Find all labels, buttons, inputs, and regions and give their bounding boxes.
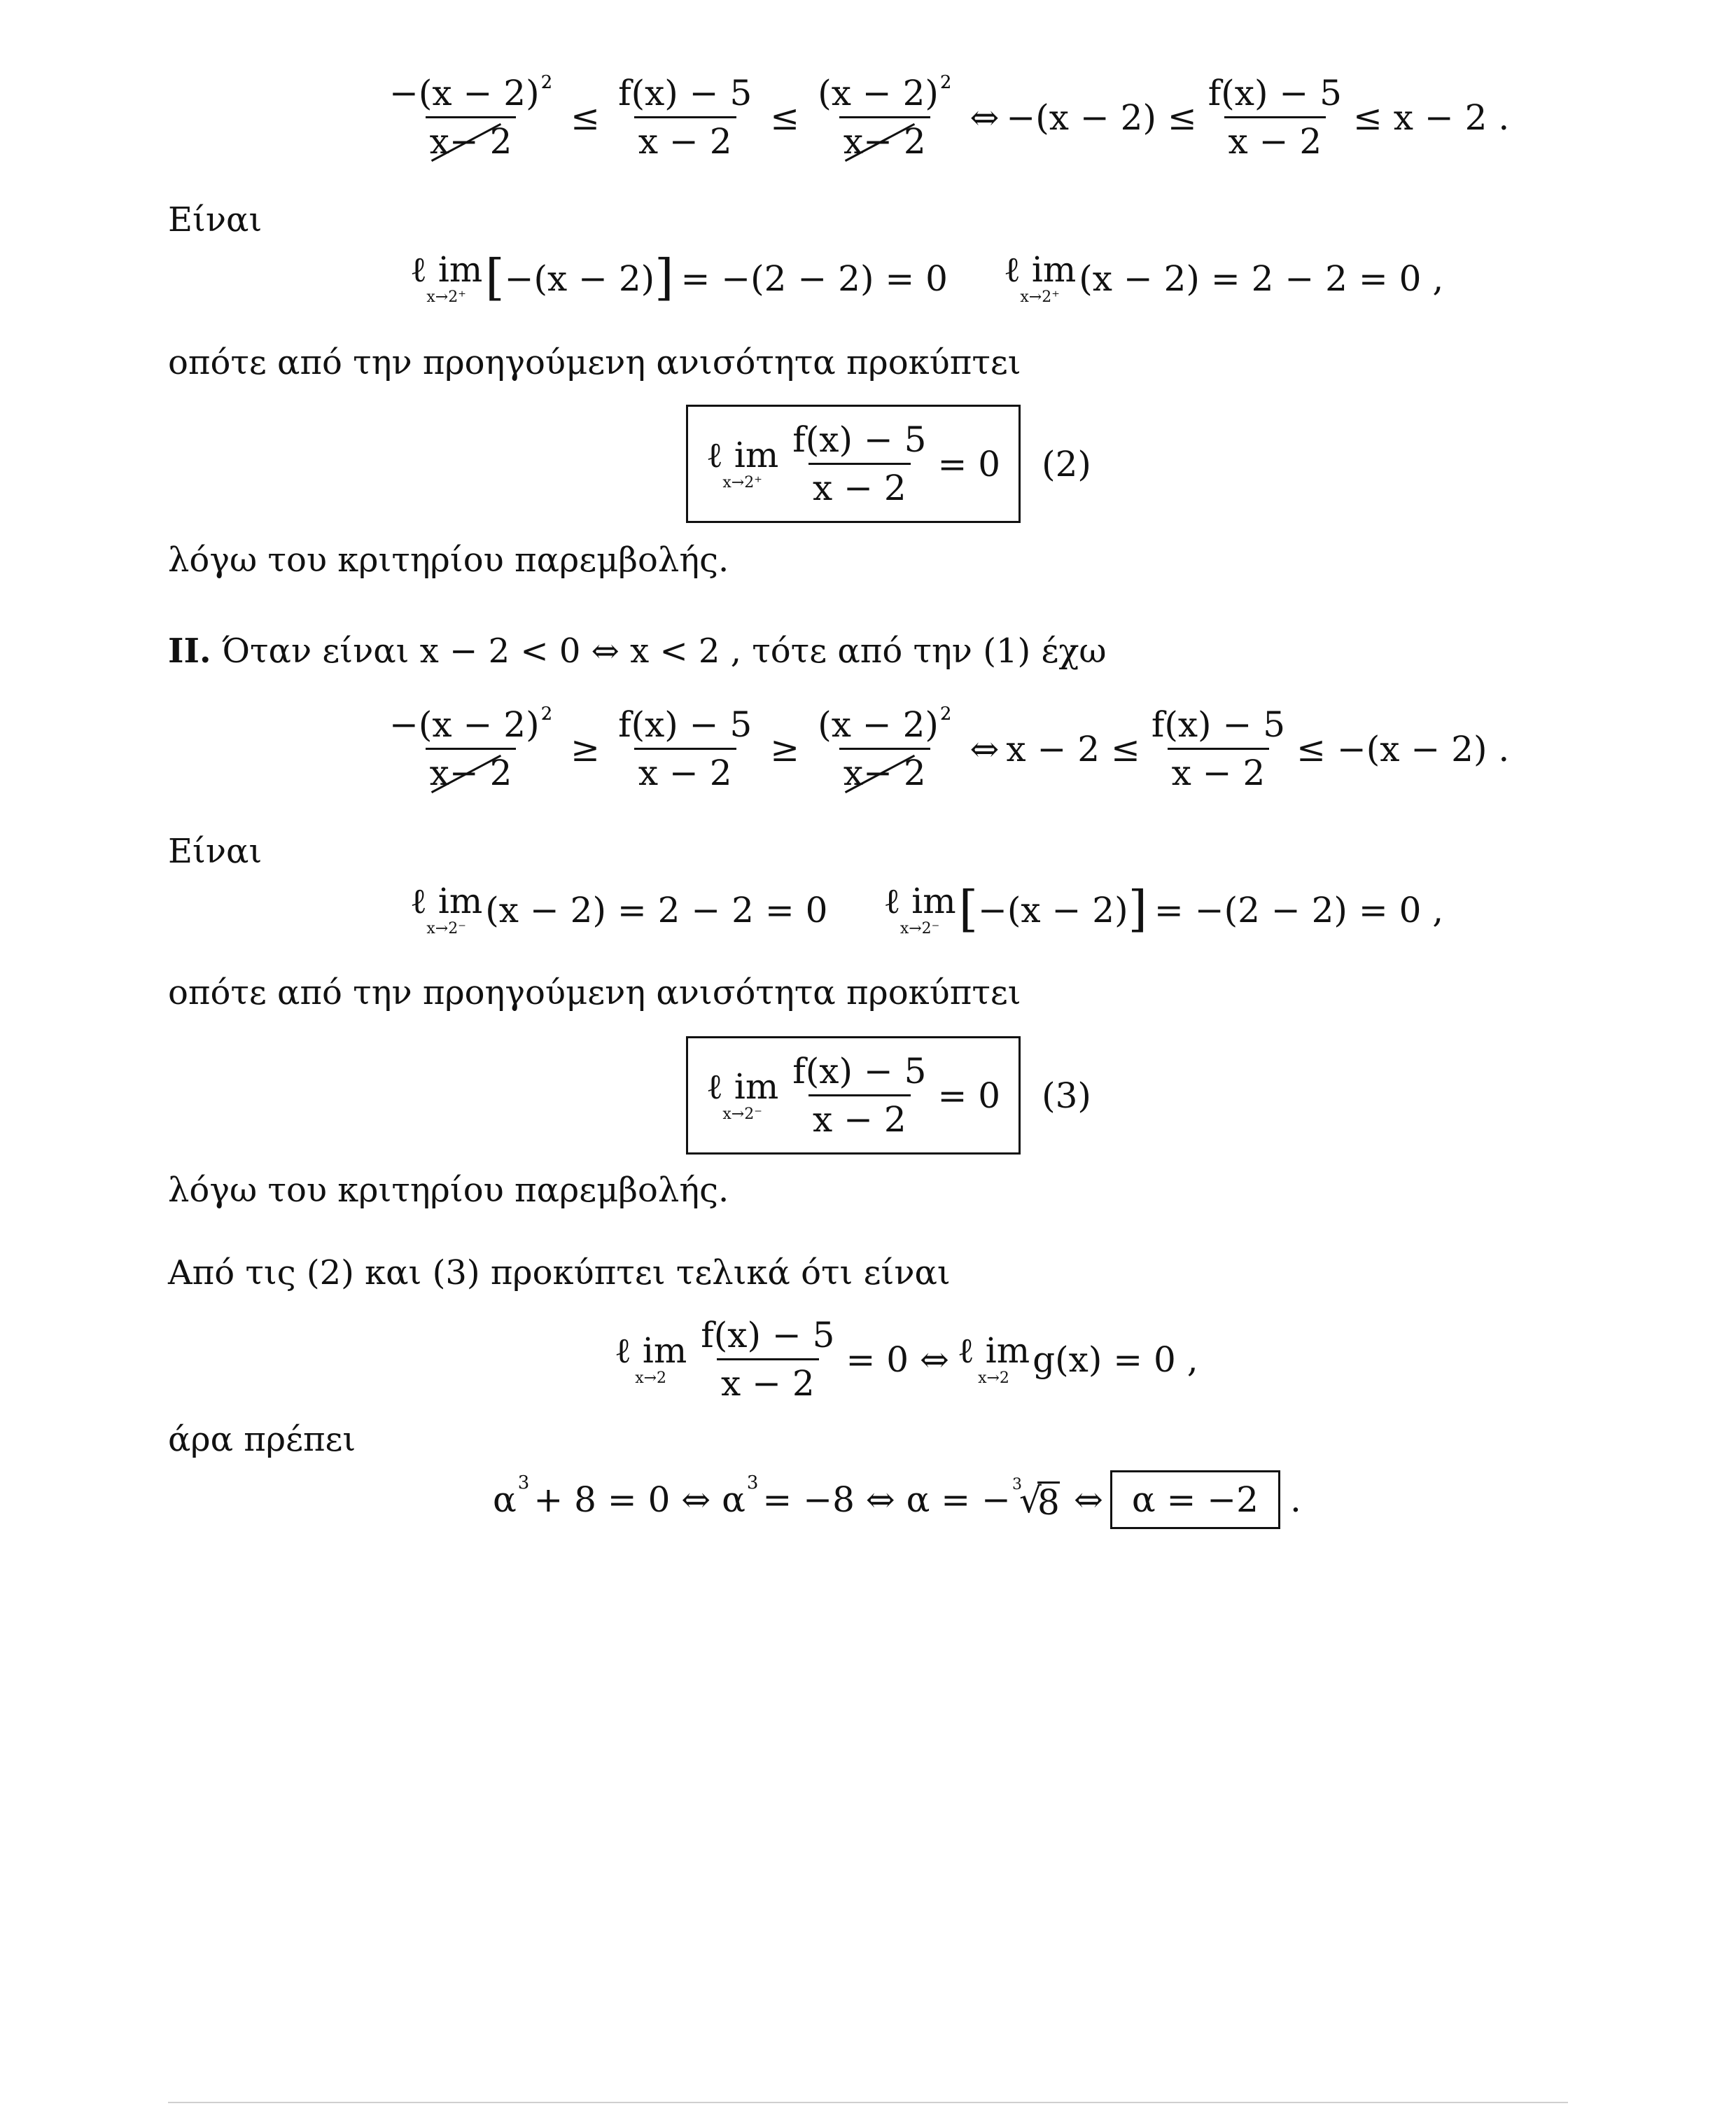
paragraph-opote-2: οπότε από την προηγούμενη ανισότητα προκύπτει	[168, 973, 1021, 1012]
paragraph-opote-1: οπότε από την προηγούμενη ανισότητα προκύπτει	[168, 343, 1021, 382]
limits-case1: ℓ im x→2⁺ [ −(x − 2) ] = −(2 − 2) = 0 ℓ im x→2⁺ (x − 2) = 2 − 2 = 0 ,	[410, 249, 1444, 306]
paragraph-logo-1: λόγω του κριτηρίου παρεμβολής.	[168, 541, 729, 580]
footer-rule	[168, 2102, 1568, 2103]
fraction: $\frac{f(x) - 5}{x - 2}$	[618, 73, 752, 162]
paragraph-ara: άρα πρέπει	[168, 1420, 356, 1459]
paragraph-einai-2: Είναι	[168, 832, 262, 871]
fraction: $\frac{-(x - 2)2}{x- 2}$	[389, 704, 553, 793]
case-2-heading: II. Όταν είναι x − 2 < 0 ⇔ x < 2 , τότε από την (1) έχω	[168, 632, 1107, 671]
fraction: $\frac{(x - 2)2}{x- 2}$	[818, 704, 952, 793]
answer-box: α = −2	[1110, 1470, 1280, 1529]
boxed-limit-3: ℓ im x→2⁻ $\frac{f(x) - 5}{x - 2}$ = 0 (3)	[686, 1036, 1091, 1155]
fraction: $\frac{(x - 2)2}{x- 2}$	[818, 72, 952, 162]
paragraph-einai-1: Είναι	[168, 200, 262, 239]
inequality-case1: $\frac{-(x - 2)2}{x- 2}$ ≤ $\frac{f(x) - 5}{x - 2}$ ≤ $\frac{(x - 2)2}{x- 2}$ ⇔ −(x − 2) ≤ $\frac{f(x) - 5}{x - 2}$ ≤ x − 2 .	[378, 76, 1509, 159]
cube-root: 3 √ 8	[1011, 1476, 1060, 1523]
paragraph-apo: Από τις (2) και (3) προκύπτει τελικά ότι είναι	[168, 1253, 951, 1292]
fraction: $\frac{f(x) - 5}{x - 2}$	[1151, 704, 1286, 793]
inequality-case2: $\frac{-(x - 2)2}{x- 2}$ ≥ $\frac{f(x) - 5}{x - 2}$ ≥ $\frac{(x - 2)2}{x- 2}$ ⇔ x − 2 ≤ $\frac{f(x) - 5}{x - 2}$ ≤ −(x − 2) .	[378, 707, 1509, 790]
alpha-equation: α 3 + 8 = 0 ⇔ α 3 = −8 ⇔ α = − 3 √ 8 ⇔ α = −2 .	[493, 1470, 1301, 1529]
fraction: $\frac{f(x) - 5}{x - 2}$	[1208, 73, 1342, 162]
paragraph-logo-2: λόγω του κριτηρίου παρεμβολής.	[168, 1171, 729, 1210]
fraction: $\frac{f(x) - 5}{x - 2}$	[618, 704, 752, 793]
final-limit: ℓ im x→2 $\frac{f(x) - 5}{x - 2}$ = 0 ⇔ ℓ im x→2 g(x) = 0 ,	[615, 1315, 1198, 1404]
equation-tag-2: (2)	[1042, 443, 1091, 484]
limits-case2: ℓ im x→2⁻ (x − 2) = 2 − 2 = 0 ℓ im x→2⁻ [ −(x − 2) ] = −(2 − 2) = 0 ,	[410, 880, 1444, 937]
equation-tag-3: (3)	[1042, 1075, 1091, 1116]
fraction: $\frac{-(x - 2)2}{x- 2}$	[389, 72, 553, 162]
boxed-limit-2: ℓ im x→2⁺ $\frac{f(x) - 5}{x - 2}$ = 0 (2)	[686, 405, 1091, 523]
